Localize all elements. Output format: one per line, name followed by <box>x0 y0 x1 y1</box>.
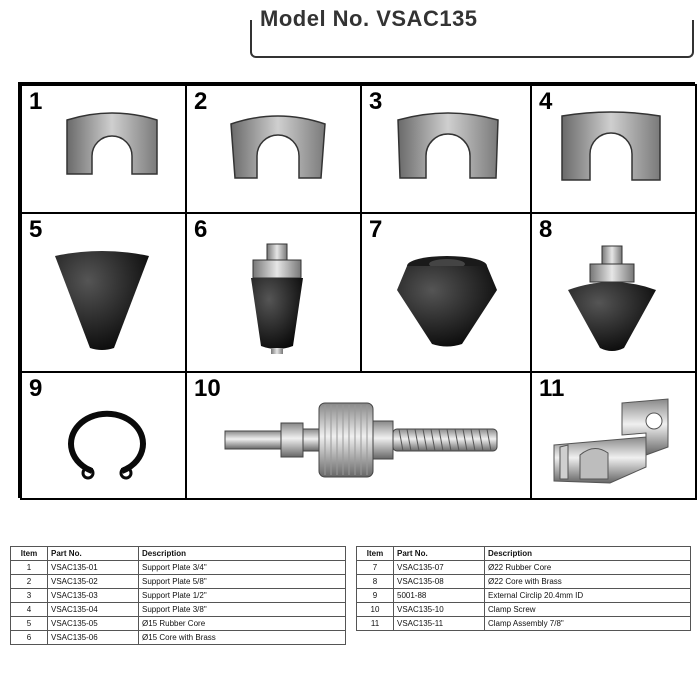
part-cell-10 <box>185 371 532 500</box>
part-number-7: 7 <box>369 216 383 243</box>
support-plate-5-8-image <box>223 112 333 192</box>
part-cell-3 <box>360 84 532 214</box>
cell-description: Clamp Screw <box>485 603 691 617</box>
table-header-row <box>11 547 346 561</box>
part-cell-9 <box>20 371 187 500</box>
header-description: Description <box>139 547 346 561</box>
table-row <box>11 603 346 617</box>
header-description: Description <box>485 547 691 561</box>
cell-description: External Circlip 20.4mm ID <box>485 589 691 603</box>
cell-description: Ø15 Core with Brass <box>139 631 346 645</box>
rubber-core-22-image <box>392 252 502 352</box>
table-row <box>11 589 346 603</box>
table-row <box>11 575 346 589</box>
table-row <box>357 589 691 603</box>
cell-item: 6 <box>11 631 48 645</box>
table-row <box>357 561 691 575</box>
header-item: Item <box>11 547 48 561</box>
parts-table-right <box>356 546 691 631</box>
table-row <box>357 603 691 617</box>
part-number-4: 4 <box>539 88 553 115</box>
table-row <box>11 617 346 631</box>
clamp-assembly-image <box>550 397 675 492</box>
cell-part-no: VSAC135-10 <box>394 603 485 617</box>
cell-item: 5 <box>11 617 48 631</box>
part-number-5: 5 <box>29 216 43 243</box>
core-with-brass-15-image <box>237 242 317 362</box>
part-cell-1 <box>20 84 187 214</box>
part-number-3: 3 <box>369 88 383 115</box>
cell-part-no: VSAC135-03 <box>48 589 139 603</box>
cell-description: Ø22 Rubber Core <box>485 561 691 575</box>
table-row <box>357 617 691 631</box>
cell-description: Support Plate 5/8" <box>139 575 346 589</box>
part-number-8: 8 <box>539 216 553 243</box>
cell-part-no: VSAC135-06 <box>48 631 139 645</box>
table-row <box>11 561 346 575</box>
header-part-no: Part No. <box>394 547 485 561</box>
cell-item: 3 <box>11 589 48 603</box>
cell-item: 11 <box>357 617 394 631</box>
cell-part-no: VSAC135-01 <box>48 561 139 575</box>
parts-table-left <box>10 546 346 645</box>
model-banner <box>250 6 694 58</box>
cell-part-no: VSAC135-11 <box>394 617 485 631</box>
part-cell-7 <box>360 212 532 373</box>
header-part-no: Part No. <box>48 547 139 561</box>
part-cell-11 <box>530 371 697 500</box>
part-number-1: 1 <box>29 88 43 115</box>
part-number-2: 2 <box>194 88 208 115</box>
cell-item: 7 <box>357 561 394 575</box>
cell-part-no: VSAC135-02 <box>48 575 139 589</box>
cell-description: Ø15 Rubber Core <box>139 617 346 631</box>
cell-item: 8 <box>357 575 394 589</box>
part-cell-6 <box>185 212 362 373</box>
part-cell-4 <box>530 84 697 214</box>
model-banner-text: Model No. VSAC135 <box>260 6 478 31</box>
cell-description: Support Plate 3/8" <box>139 603 346 617</box>
cell-item: 9 <box>357 589 394 603</box>
cell-item: 1 <box>11 561 48 575</box>
header-item: Item <box>357 547 394 561</box>
cell-part-no: 5001-88 <box>394 589 485 603</box>
table-header-row <box>357 547 691 561</box>
parts-grid <box>18 82 695 498</box>
external-circlip-image <box>62 405 152 485</box>
cell-part-no: VSAC135-07 <box>394 561 485 575</box>
cell-part-no: VSAC135-08 <box>394 575 485 589</box>
part-cell-8 <box>530 212 697 373</box>
support-plate-3-4-image <box>62 112 162 192</box>
table-row <box>357 575 691 589</box>
part-number-10: 10 <box>194 375 221 402</box>
part-cell-2 <box>185 84 362 214</box>
table-row <box>11 631 346 645</box>
clamp-screw-image <box>223 395 503 485</box>
part-number-6: 6 <box>194 216 208 243</box>
cell-description: Support Plate 3/4" <box>139 561 346 575</box>
part-number-11: 11 <box>539 375 565 402</box>
part-number-9: 9 <box>29 375 43 402</box>
cell-part-no: VSAC135-05 <box>48 617 139 631</box>
cell-item: 4 <box>11 603 48 617</box>
rubber-core-15-image <box>52 248 152 358</box>
core-with-brass-22-image <box>562 244 662 359</box>
cell-part-no: VSAC135-04 <box>48 603 139 617</box>
support-plate-1-2-image <box>392 110 504 190</box>
cell-item: 2 <box>11 575 48 589</box>
cell-description: Support Plate 1/2" <box>139 589 346 603</box>
support-plate-3-8-image <box>556 110 666 190</box>
cell-description: Ø22 Core with Brass <box>485 575 691 589</box>
part-cell-5 <box>20 212 187 373</box>
cell-item: 10 <box>357 603 394 617</box>
cell-description: Clamp Assembly 7/8" <box>485 617 691 631</box>
